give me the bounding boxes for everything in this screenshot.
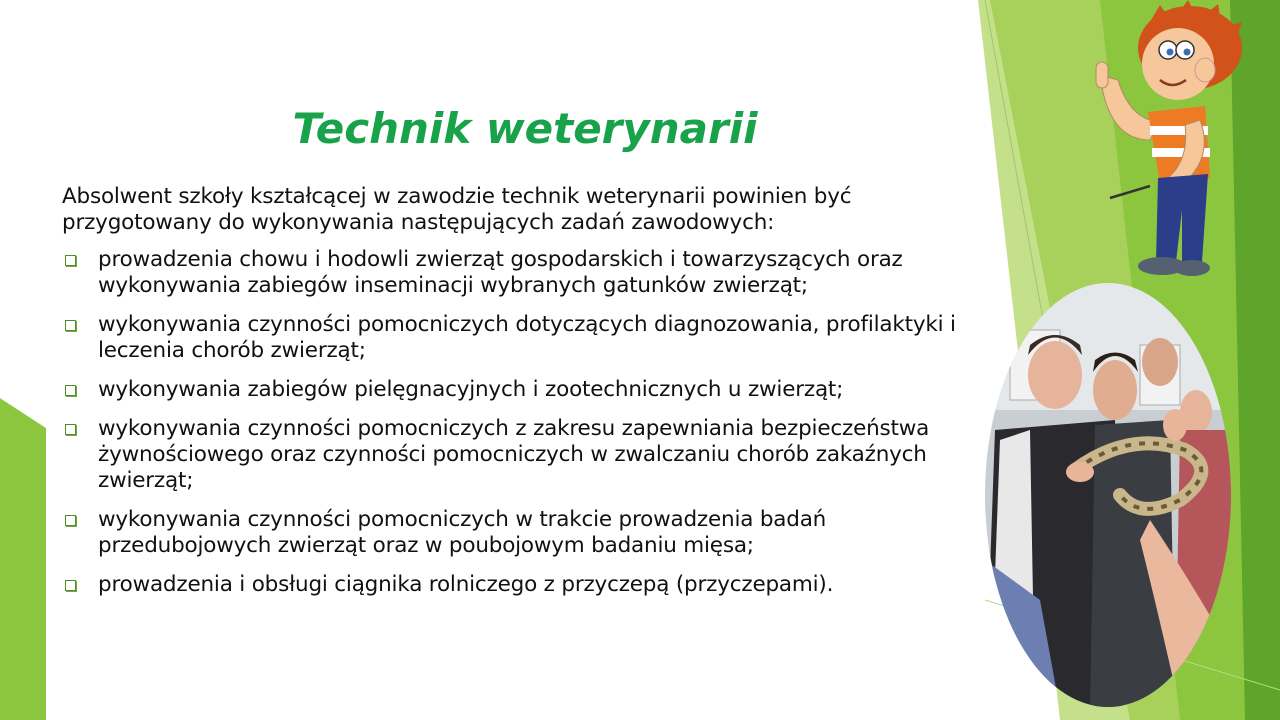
- list-item-text: wykonywania zabiegów pielęgnacyjnych i zootechnicznych u zwierząt;: [98, 377, 844, 402]
- list-item-text: wykonywania czynności pomocniczych z zakresu zapewniania bezpieczeństwa żywnościowego oraz czynności pomocniczych w zwalczaniu chorób zakaźnych zwierząt;: [98, 416, 930, 493]
- list-item: [62, 507, 982, 559]
- hollow-square-bullet-icon: [65, 320, 76, 331]
- hollow-square-bullet-icon: [65, 424, 76, 435]
- hollow-square-bullet-icon: [65, 580, 76, 591]
- hollow-square-bullet-icon: [65, 385, 76, 396]
- list-item: [62, 377, 982, 403]
- list-item: [62, 416, 982, 494]
- intro-paragraph: Absolwent szkoły kształcącej w zawodzie technik weterynarii powinien być przygotowany do wykonywania następujących zadań zawodowych:: [62, 184, 852, 235]
- list-item: [62, 312, 982, 364]
- list-item-text: wykonywania czynności pomocniczych w trakcie prowadzenia badań przedubojowych zwierząt oraz w poubojowym badaniu mięsa;: [98, 507, 827, 558]
- list-item: [62, 247, 982, 299]
- slide-title: Technik weterynarii: [292, 104, 758, 153]
- list-item-text: prowadzenia chowu i hodowli zwierząt gospodarskich i towarzyszących oraz wykonywania zabiegów inseminacji wybranych gatunków zwierząt;: [98, 247, 903, 298]
- list-item-text: prowadzenia i obsługi ciągnika rolniczego z przyczepą (przyczepami).: [98, 572, 834, 597]
- list-item-text: wykonywania czynności pomocniczych dotyczących diagnozowania, profilaktyki i leczenia chorób zwierząt;: [98, 312, 956, 363]
- left-green-triangle: [0, 398, 46, 720]
- list-item: [62, 572, 982, 598]
- task-list: [62, 247, 982, 598]
- hollow-square-bullet-icon: [65, 515, 76, 526]
- slide-body: [62, 184, 982, 611]
- hollow-square-bullet-icon: [65, 255, 76, 266]
